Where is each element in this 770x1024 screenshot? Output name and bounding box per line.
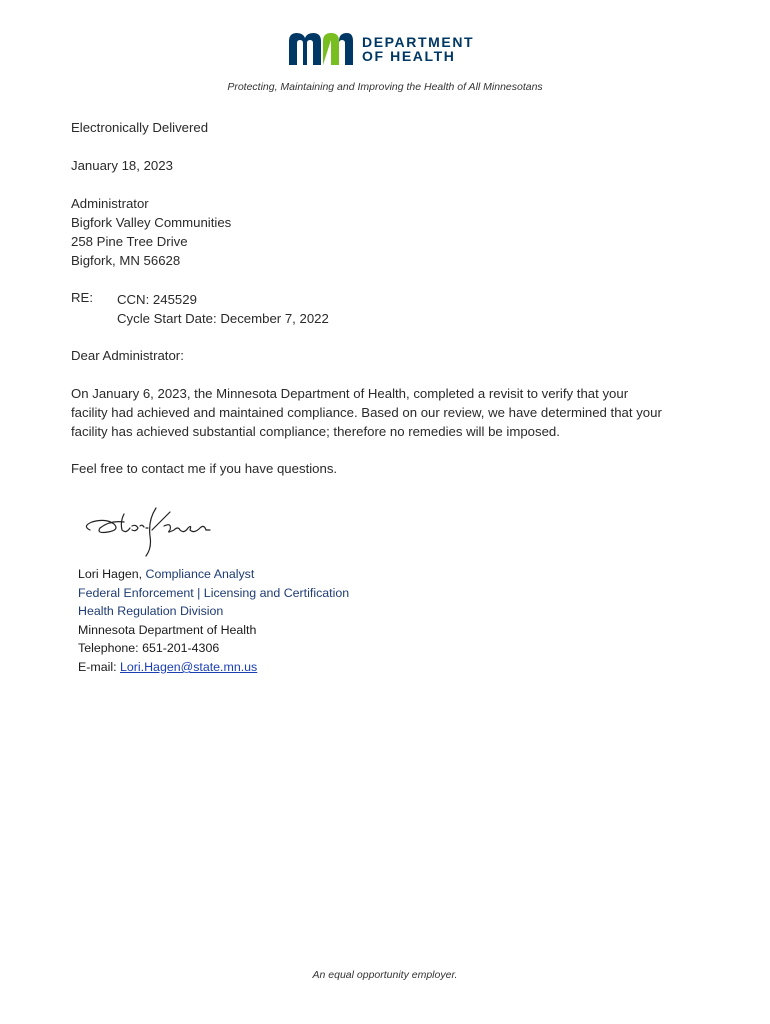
re-label: RE: xyxy=(71,290,93,305)
signer-email-line xyxy=(78,658,349,677)
tagline: Protecting, Maintaining and Improving the Health of All Minnesotans xyxy=(227,81,543,93)
signer-title: Compliance Analyst xyxy=(142,567,255,581)
signer-organization: Minnesota Department of Health xyxy=(78,622,257,637)
recipient-line: Bigfork Valley Communities xyxy=(71,215,232,230)
signer-name: Lori Hagen, xyxy=(78,567,143,581)
signer-department: Federal Enforcement | Licensing and Certification xyxy=(78,585,350,600)
re-ccn: CCN: 245529 xyxy=(117,292,197,307)
body-line: facility has achieved substantial compliance; therefore no remedies will be imposed. xyxy=(71,424,560,439)
signature-block xyxy=(78,565,349,677)
logo-text xyxy=(362,35,474,63)
signer-telephone: Telephone: 651-201-4306 xyxy=(78,641,220,656)
minnesota-logo-mark-icon xyxy=(289,31,353,65)
re-details xyxy=(117,290,329,328)
recipient-address xyxy=(71,194,231,270)
delivery-method: Electronically Delivered xyxy=(71,120,209,135)
recipient-line: Administrator xyxy=(71,196,149,211)
re-cycle-start: Cycle Start Date: December 7, 2022 xyxy=(117,311,329,326)
handwritten-signature xyxy=(80,500,220,560)
signer-line xyxy=(78,565,349,584)
logo-line2: OF HEALTH xyxy=(362,48,456,64)
body-line: facility had achieved and maintained compliance. Based on our review, we have determined that your xyxy=(71,405,662,420)
mdh-logo xyxy=(289,31,474,65)
closing-line: Feel free to contact me if you have questions. xyxy=(71,461,338,476)
salutation: Dear Administrator: xyxy=(71,348,184,363)
footer-text: An equal opportunity employer. xyxy=(312,969,458,981)
letter-body xyxy=(71,384,662,441)
signer-division: Health Regulation Division xyxy=(78,604,224,619)
letter-date: January 18, 2023 xyxy=(71,158,173,173)
logo-line1: DEPARTMENT xyxy=(362,34,475,50)
email-label: E-mail: xyxy=(78,659,120,674)
recipient-line: 258 Pine Tree Drive xyxy=(71,234,188,249)
body-line: On January 6, 2023, the Minnesota Department of Health, completed a revisit to verify that your xyxy=(71,386,629,401)
recipient-line: Bigfork, MN 56628 xyxy=(71,253,181,268)
email-link[interactable]: Lori.Hagen@state.mn.us xyxy=(120,659,258,674)
